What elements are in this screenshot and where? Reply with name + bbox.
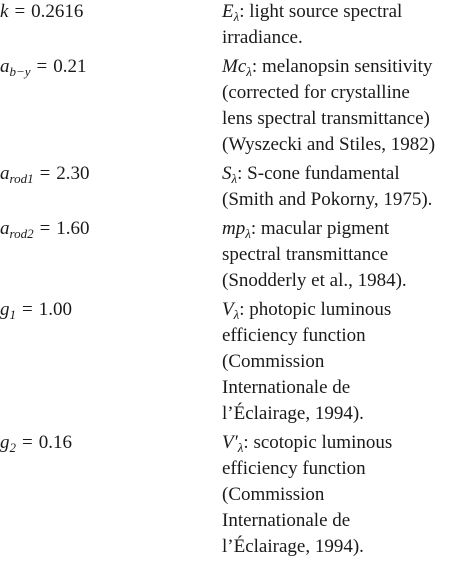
desc-line: scotopic luminous [253, 432, 393, 453]
desc-subscript: λ [233, 9, 240, 24]
desc-symbol: V′ [222, 432, 238, 453]
desc-line: (Commission [222, 351, 325, 372]
desc-line: (Snodderly et al., 1984). [222, 270, 407, 291]
desc-subscript: λ [245, 226, 251, 241]
desc-symbol: mp [222, 218, 246, 239]
desc-symbol: E [222, 1, 234, 22]
desc-line: Internationale de [222, 377, 351, 398]
desc-line: melanopsin sensitivity [261, 56, 433, 77]
parameter-cell: k = 0.2616 [0, 1, 84, 22]
param-value: 1.60 [56, 218, 90, 239]
param-symbol: a [0, 163, 10, 184]
desc-line: (Commission [222, 484, 325, 505]
param-subscript: rod2 [9, 226, 34, 241]
desc-line: efficiency function [222, 325, 366, 346]
param-subscript: 2 [9, 440, 16, 455]
desc-line: Internationale de [222, 510, 351, 531]
param-symbol: g [0, 299, 10, 320]
param-symbol: a [0, 218, 10, 239]
desc-line: efficiency function [222, 458, 366, 479]
param-symbol: a [0, 56, 10, 77]
desc-line: (Smith and Pokorny, 1975). [222, 189, 433, 210]
table-row [0, 297, 462, 427]
description-cell: $S_\lambda$: S-cone fundamental (Smith and Pokorny, 1975). [222, 161, 462, 213]
desc-subscript: λ [231, 171, 238, 186]
parameter-cell: $g_1 = 1.00$ [0, 299, 72, 322]
param-symbol: g [0, 432, 10, 453]
param-subscript: b−y [9, 64, 31, 79]
desc-line: l’Éclairage, 1994). [222, 403, 364, 424]
desc-line: photopic luminous [249, 299, 392, 320]
param-value: 0.2616 [31, 1, 84, 22]
table-row [0, 430, 462, 560]
param-value: 1.00 [38, 299, 72, 320]
param-value: 2.30 [56, 163, 90, 184]
desc-line: macular pigment [260, 218, 390, 239]
desc-line: (corrected for crystalline [222, 82, 410, 103]
table-row [0, 161, 462, 213]
parameter-cell: $a_{b-y} = 0.21$ [0, 56, 87, 79]
desc-symbol: S [222, 163, 232, 184]
desc-subscript: λ [246, 64, 252, 79]
description-cell: $Mc_\lambda$: melanopsin sensitivity (corrected for crystalline lens spectral transmittance) (Wyszecki and Stiles, 1982) [222, 54, 462, 158]
table-row [0, 0, 462, 51]
parameter-cell: $g_2 = 0.16$ [0, 432, 72, 455]
desc-line: irradiance. [222, 27, 303, 48]
desc-line: S-cone fundamental [247, 163, 400, 184]
table-row [0, 54, 462, 158]
desc-line: spectral transmittance [222, 244, 389, 265]
desc-symbol: V [222, 299, 234, 320]
parameter-cell: $a_{rod1} = 2.30$ [0, 163, 90, 186]
desc-subscript: λ [237, 440, 244, 455]
desc-line: light source spectral [249, 1, 403, 22]
table-row [0, 216, 462, 294]
parameter-cell: $a_{rod2} = 1.60$ [0, 218, 90, 241]
desc-line: (Wyszecki and Stiles, 1982) [222, 134, 436, 155]
param-subscript: 1 [9, 307, 16, 322]
description-cell: $mp_\lambda$: macular pigment spectral transmittance (Snodderly et al., 1984). [222, 216, 462, 294]
param-value: 0.16 [38, 432, 72, 453]
desc-symbol: Mc [222, 56, 247, 77]
description-cell: $E_\lambda$: light source spectral irradiance. [222, 0, 462, 51]
param-value: 0.21 [53, 56, 87, 77]
param-symbol: k [0, 1, 9, 22]
description-cell: $V'_\lambda$: scotopic luminous efficiency function (Commission Internationale de l’Éclairage, 1994). [222, 430, 462, 560]
desc-line: l’Éclairage, 1994). [222, 536, 364, 557]
desc-subscript: λ [233, 307, 240, 322]
description-cell: $V_\lambda$: photopic luminous efficiency function (Commission Internationale de l’Éclairage, 1994). [222, 297, 462, 427]
param-subscript: rod1 [9, 171, 34, 186]
desc-line: lens spectral transmittance) [222, 108, 430, 129]
